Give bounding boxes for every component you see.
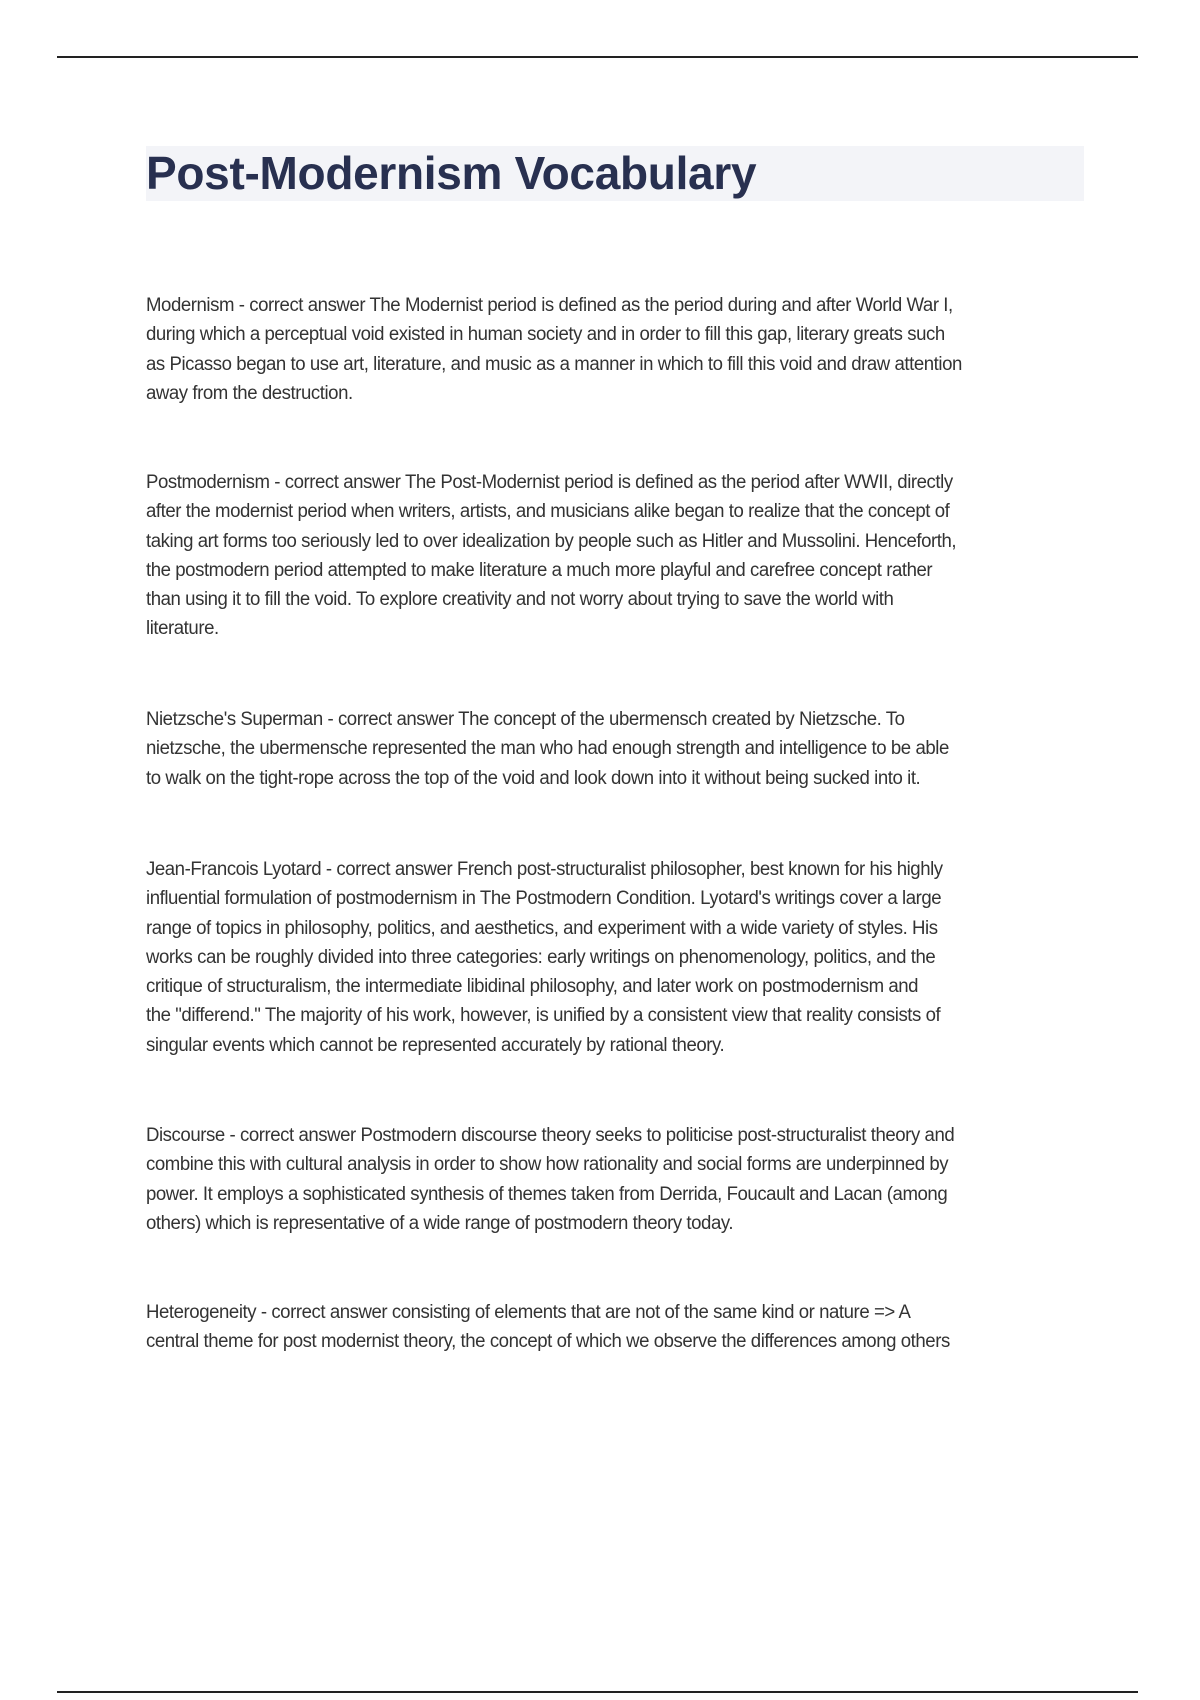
entry-text-line: Heterogeneity - correct answer consisting of elements that are not of the same kind or nature => A [146, 1302, 911, 1323]
vocabulary-entry [146, 1298, 1106, 1357]
entry-text-line: literature. [146, 618, 219, 640]
entry-text-line: combine this with cultural analysis in order to show how rationality and social forms are underpinned by [146, 1154, 949, 1176]
entry-text-line: Jean-Francois Lyotard - correct answer French post-structuralist philosopher, best known for his highly [146, 859, 943, 880]
entry-text-line: singular events which cannot be represented accurately by rational theory. [146, 1034, 725, 1056]
page-title: Post-Modernism Vocabulary [146, 147, 757, 199]
entry-text-line: others) which is representative of a wide range of postmodern theory today. [146, 1212, 734, 1234]
vocabulary-entry [146, 705, 1106, 793]
entry-text-line: after the modernist period when writers, artists, and musicians alike began to realize that the concept of [146, 501, 950, 523]
entry-text-line: central theme for post modernist theory, the concept of which we observe the differences among others [146, 1331, 950, 1353]
vocabulary-entry [146, 468, 1106, 644]
entry-text-line: than using it to fill the void. To explore creativity and not worry about trying to save the world with [146, 589, 894, 611]
entry-text-line: Modernism - correct answer The Modernist period is defined as the period during and after World War I, [146, 295, 953, 316]
entry-text-line: Discourse - correct answer Postmodern discourse theory seeks to politicise post-structuralist theory and [146, 1125, 955, 1146]
entry-text-line: critique of structuralism, the intermediate libidinal philosophy, and later work on postmodernism and [146, 976, 919, 998]
entry-text-line: Postmodernism - correct answer The Post-Modernist period is defined as the period after WWII, directly [146, 472, 953, 493]
header-rule [57, 56, 1138, 58]
entry-text-line: as Picasso began to use art, literature, and music as a manner in which to fill this void and draw attention [146, 353, 962, 375]
entry-text-line: works can be roughly divided into three categories: early writings on phenomenology, politics, and the [146, 946, 936, 968]
footer-rule [57, 1691, 1138, 1693]
entry-text-line: during which a perceptual void existed in human society and in order to fill this gap, literary greats such [146, 324, 945, 346]
entry-text-line: the postmodern period attempted to make literature a much more playful and carefree concept rather [146, 559, 933, 581]
entry-text-line: nietzsche, the ubermensche represented the man who had enough strength and intelligence to be able [146, 738, 949, 760]
entry-text-line: away from the destruction. [146, 382, 353, 404]
entry-text-line: Nietzsche's Superman - correct answer The concept of the ubermensch created by Nietzsche. To [146, 709, 905, 730]
vocabulary-entry [146, 855, 1106, 1060]
entry-text-line: to walk on the tight-rope across the top of the void and look down into it without being sucked into it. [146, 767, 921, 789]
vocabulary-entry [146, 291, 1106, 408]
entry-text-line: influential formulation of postmodernism in The Postmodern Condition. Lyotard's writings cover a large [146, 888, 942, 910]
entry-text-line: the "differend." The majority of his work, however, is unified by a consistent view that reality consists of [146, 1005, 941, 1027]
vocabulary-entry [146, 1121, 1106, 1238]
entry-text-line: range of topics in philosophy, politics, and aesthetics, and experiment with a wide variety of styles. His [146, 917, 938, 939]
entry-text-line: taking art forms too seriously led to over idealization by people such as Hitler and Mussolini. Henceforth, [146, 530, 957, 552]
entry-text-line: power. It employs a sophisticated synthesis of themes taken from Derrida, Foucault and Lacan (among [146, 1183, 948, 1205]
